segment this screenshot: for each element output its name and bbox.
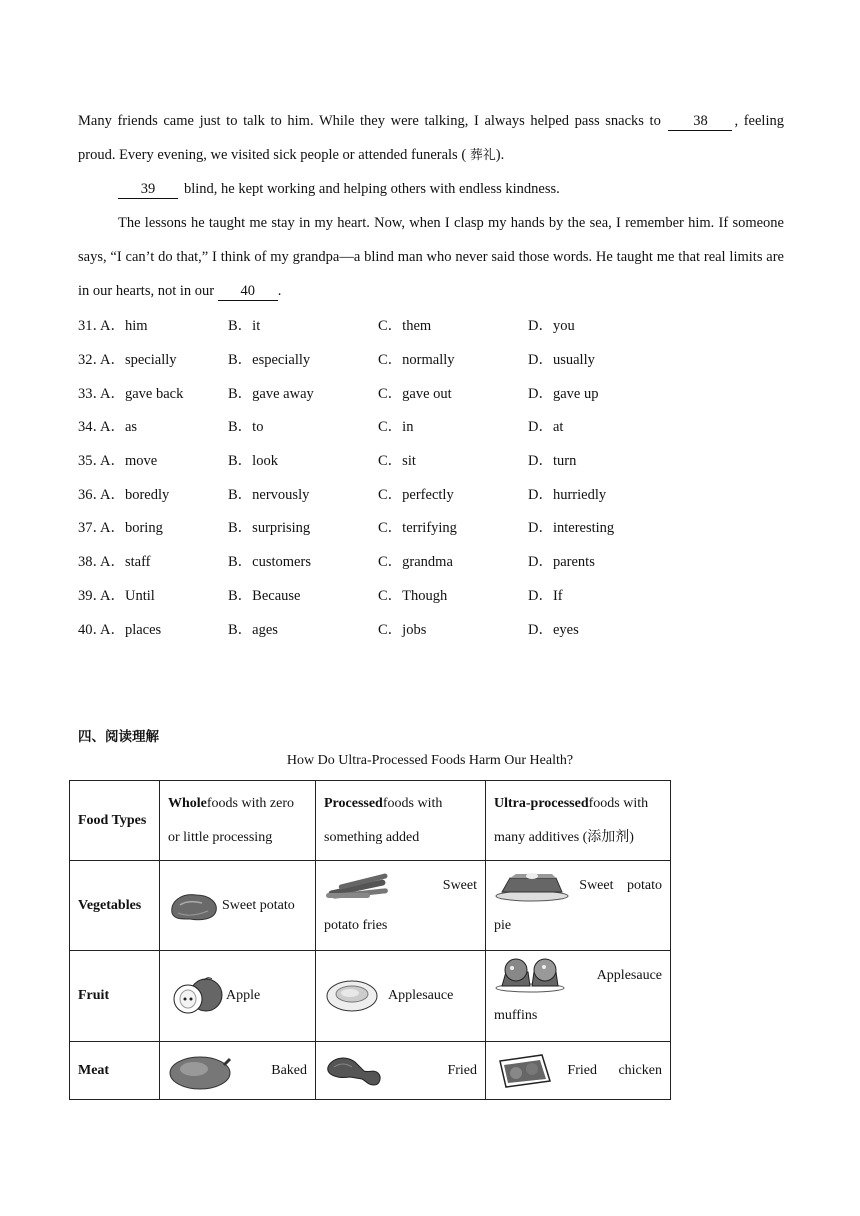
- question-number: 32．: [78, 352, 107, 369]
- paragraph-2: [78, 172, 784, 206]
- option-row: [78, 443, 784, 477]
- pie-icon: [494, 870, 570, 902]
- option-c: C．terrifying: [378, 520, 457, 537]
- cell-ultra-text-b: pie: [494, 917, 512, 933]
- option-b: B．gave away: [228, 385, 314, 402]
- p1-chinese: 葬礼: [469, 148, 496, 163]
- cell-whole-text: Baked: [271, 1062, 307, 1078]
- cell-processed: [316, 1042, 486, 1100]
- p3-text-b: .: [277, 283, 282, 299]
- cell-processed-text-a: Sweet: [442, 877, 477, 893]
- option-d: D．turn: [528, 453, 577, 470]
- row-type-fruit: [70, 951, 160, 1042]
- option-d: D．eyes: [528, 621, 579, 638]
- sweet-potato-icon: [168, 887, 220, 925]
- table-row: [70, 1042, 671, 1100]
- option-a: A．Until: [100, 587, 155, 604]
- option-d: D．If: [528, 587, 563, 604]
- cell-whole-text: Sweet potato: [222, 897, 295, 913]
- p1-text-a: Many friends came just to talk to him. While they were talking, I always helped pass snacks to: [78, 113, 661, 129]
- muffins-icon: [494, 958, 566, 994]
- header-ultra-rest: foods with many additives (添加剂): [494, 795, 649, 845]
- option-c: C．grandma: [378, 554, 453, 571]
- blank-39: 39: [118, 180, 178, 199]
- cell-ultra-text-b: muffins: [494, 1008, 538, 1023]
- option-b: B．look: [228, 453, 278, 470]
- option-row: [78, 476, 784, 510]
- option-row: [78, 611, 784, 645]
- option-c: C．gave out: [378, 385, 452, 402]
- p1-text-b: , feeling proud. Every evening, we visited sick people or attended funerals (: [78, 113, 784, 163]
- row-type-label: Vegetables: [78, 897, 142, 913]
- table-title: How Do Ultra-Processed Foods Harm Our Health?: [286, 753, 574, 768]
- row-type-label: Fruit: [78, 988, 110, 1003]
- option-b: B．customers: [228, 554, 311, 571]
- food-table: [69, 780, 671, 1100]
- cell-ultra-text: Fried chicken: [567, 1062, 662, 1078]
- option-c: C．normally: [378, 352, 455, 369]
- applesauce-bowl-icon: [324, 978, 380, 1014]
- option-row: [78, 308, 784, 342]
- option-d: D．hurriedly: [528, 486, 607, 503]
- cell-processed-text-b: potato fries: [324, 917, 388, 933]
- fried-drumstick-icon: [324, 1051, 386, 1091]
- option-d: D．interesting: [528, 520, 615, 537]
- option-row: [78, 510, 784, 544]
- option-a: A．specially: [100, 352, 177, 369]
- option-c: C．in: [378, 419, 414, 436]
- question-number: 37．: [78, 520, 107, 537]
- p2-text: blind, he kept working and helping others with endless kindness.: [184, 181, 560, 197]
- question-number: 39．: [78, 587, 107, 604]
- cell-ultra: [486, 861, 671, 951]
- question-number: 38．: [78, 554, 107, 571]
- fries-icon: [324, 871, 394, 901]
- question-number: 35．: [78, 453, 107, 470]
- option-row: [78, 375, 784, 409]
- row-type-vegetables: [70, 861, 160, 951]
- cell-ultra: [486, 951, 671, 1042]
- cell-processed-text: Applesauce: [388, 988, 454, 1003]
- option-b: B．ages: [228, 621, 278, 638]
- paragraph-1: [78, 104, 784, 173]
- paragraph-3: [78, 206, 784, 308]
- question-number: 36．: [78, 486, 107, 503]
- option-b: B．surprising: [228, 520, 311, 537]
- option-a: A．staff: [100, 554, 151, 571]
- header-whole: [160, 781, 316, 861]
- option-b: B．it: [228, 318, 261, 335]
- question-number: 40．: [78, 621, 107, 638]
- header-processed-bold: Processed: [324, 795, 383, 811]
- cell-whole-text: Apple: [226, 988, 261, 1003]
- option-row: [78, 544, 784, 578]
- option-row: [78, 409, 784, 443]
- header-ultra-bold: Ultra-processed: [494, 795, 589, 811]
- apple-icon: [168, 975, 226, 1017]
- header-processed: [316, 781, 486, 861]
- options-list: [78, 308, 784, 645]
- header-food-types-label: Food Types: [78, 812, 147, 828]
- cell-ultra-text-a: Sweet potato: [579, 877, 662, 893]
- option-c: C．sit: [378, 453, 416, 470]
- cell-whole: [160, 1042, 316, 1100]
- option-d: D．usually: [528, 352, 595, 369]
- question-number: 34．: [78, 419, 107, 436]
- option-a: A．as: [100, 419, 138, 436]
- header-processed-rest: foods with something added: [324, 795, 443, 845]
- p3-text-a: The lessons he taught me stay in my heart. Now, when I clasp my hands by the sea, I remember him. If someone says, “I can’t do that,” I think of my grandpa—a blind man who never said those words. He taught me that real limits are in our hearts, not in our: [78, 215, 784, 299]
- table-row: [70, 951, 671, 1042]
- header-food-types: [70, 781, 160, 861]
- option-d: D．at: [528, 419, 564, 436]
- option-c: C．them: [378, 318, 432, 335]
- blank-38: 38: [668, 112, 732, 131]
- header-whole-rest: foods with zero or little processing: [168, 795, 294, 845]
- option-a: A．gave back: [100, 385, 184, 402]
- header-ultra: [486, 781, 671, 861]
- table-row: [70, 861, 671, 951]
- cell-whole: [160, 861, 316, 951]
- option-d: D．parents: [528, 554, 595, 571]
- baked-chicken-icon: [168, 1051, 232, 1091]
- cell-processed-text: Fried: [447, 1062, 477, 1078]
- cell-ultra: [486, 1042, 671, 1100]
- option-d: D．you: [528, 318, 575, 335]
- option-c: C．Though: [378, 587, 448, 604]
- row-type-label: Meat: [78, 1062, 110, 1078]
- option-b: B．to: [228, 419, 264, 436]
- option-a: A．him: [100, 318, 148, 335]
- option-a: A．boredly: [100, 486, 170, 503]
- option-a: A．places: [100, 621, 162, 638]
- section-heading: 四、阅读理解: [78, 729, 159, 745]
- cell-processed: [316, 861, 486, 951]
- fried-chicken-box-icon: [494, 1051, 554, 1091]
- cell-ultra-text-a: Applesauce: [596, 968, 662, 983]
- header-whole-bold: Whole: [168, 795, 207, 811]
- option-a: A．move: [100, 453, 158, 470]
- option-c: C．jobs: [378, 621, 427, 638]
- row-type-meat: [70, 1042, 160, 1100]
- p1-text-c: ).: [495, 147, 505, 163]
- option-b: B．especially: [228, 352, 311, 369]
- table-header-row: [70, 781, 671, 861]
- option-row: [78, 342, 784, 376]
- cell-whole: [160, 951, 316, 1042]
- option-d: D．gave up: [528, 385, 599, 402]
- question-number: 31．: [78, 318, 107, 335]
- option-c: C．perfectly: [378, 486, 454, 503]
- blank-40: 40: [218, 282, 278, 301]
- option-b: B．nervously: [228, 486, 310, 503]
- option-b: B．Because: [228, 587, 301, 604]
- option-a: A．boring: [100, 520, 163, 537]
- question-number: 33．: [78, 385, 107, 402]
- cell-processed: [316, 951, 486, 1042]
- option-row: [78, 578, 784, 612]
